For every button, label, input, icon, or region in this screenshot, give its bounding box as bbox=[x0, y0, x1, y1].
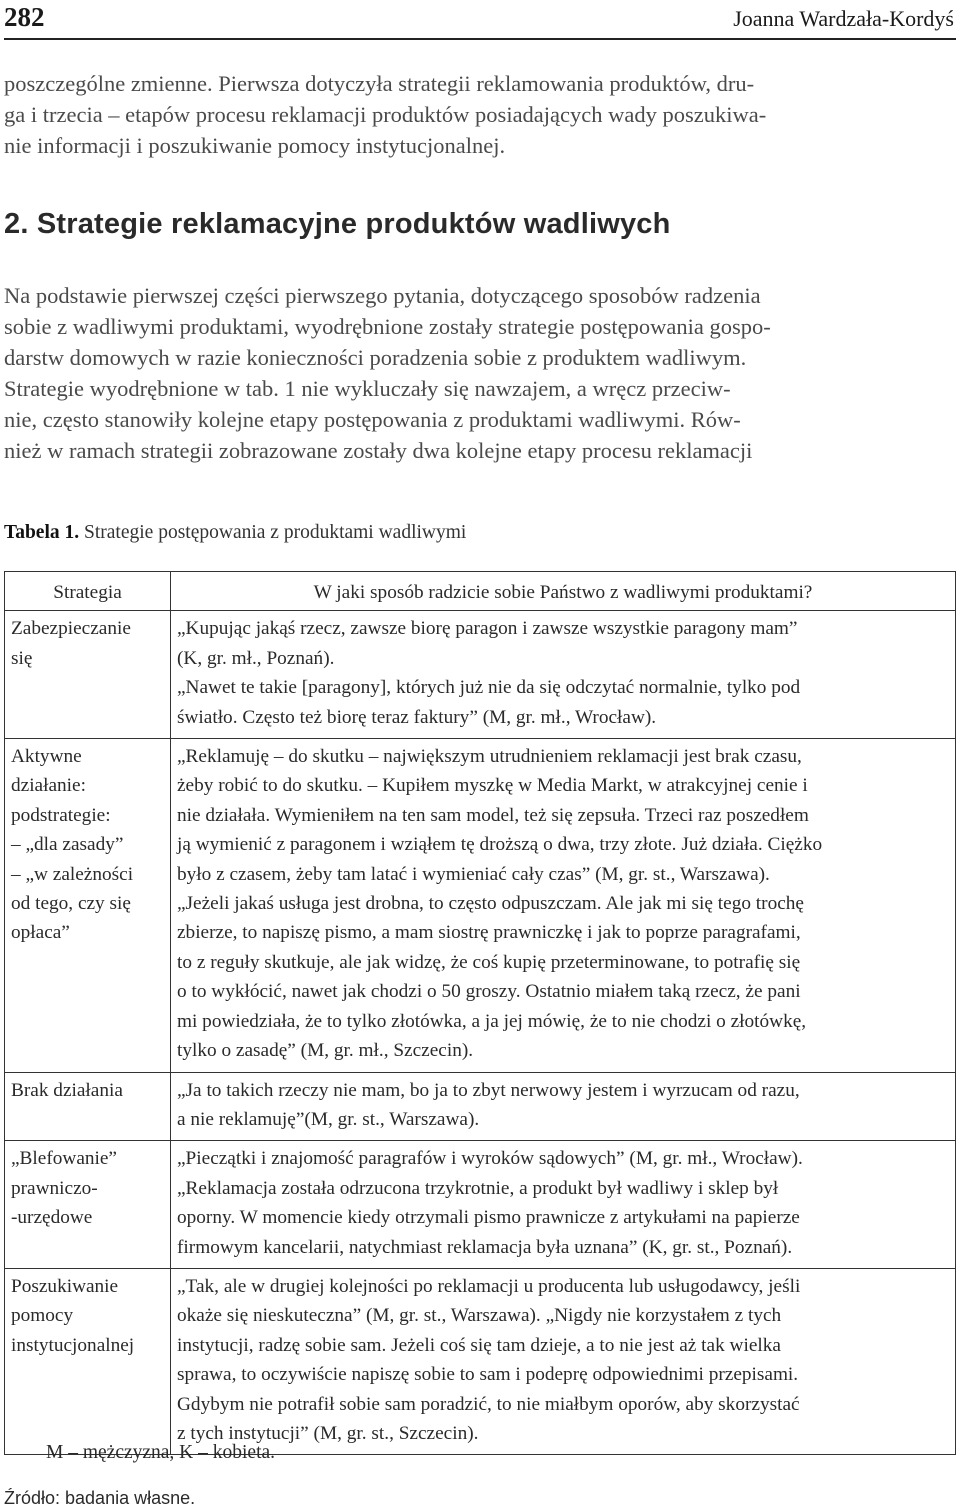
strategy-line: prawniczo- bbox=[11, 1177, 98, 1199]
quote-line: „Tak, ale w drugiej kolejności po reklamacji u producenta lub usługodawcy, jeśli bbox=[177, 1275, 801, 1297]
quote-line: firmowym kancelarii, natychmiast reklamacja była uznana” (K, gr. st., Poznań). bbox=[177, 1236, 793, 1258]
text-line: sobie z wadliwymi produktami, wyodrębnione zostały strategie postępowania gospo- bbox=[4, 314, 771, 339]
quote-line: było z czasem, żeby tam latać i wymieniać cały czas” (M, gr. st., Warszawa). bbox=[177, 863, 770, 885]
quote-cell bbox=[171, 1072, 956, 1141]
strategy-line: Poszukiwanie bbox=[11, 1275, 119, 1297]
quote-line: (K, gr. mł., Poznań). bbox=[177, 647, 335, 669]
table-caption bbox=[4, 522, 466, 544]
quote-cell bbox=[171, 1268, 956, 1454]
strategies-table bbox=[4, 571, 956, 1455]
quote-line: okaże się nieskuteczna” (M, gr. st., Warszawa). „Nigdy nie korzystałem z tych bbox=[177, 1305, 782, 1327]
text-line: ga i trzecia – etapów procesu reklamacji produktów posiadających wady poszukiwa- bbox=[4, 102, 767, 127]
quote-cell bbox=[171, 1141, 956, 1269]
quote-line: nie działała. Wymieniłem na ten sam model, też się zepsuła. Trzeci raz poszedłem bbox=[177, 804, 809, 826]
strategy-cell bbox=[5, 739, 171, 1072]
strategy-line: Brak działania bbox=[11, 1079, 123, 1101]
strategy-line: działanie: bbox=[11, 775, 86, 797]
table-row bbox=[5, 1072, 956, 1141]
quote-line: „Nawet te takie [paragony], których już nie da się odczytać normalnie, tylko pod bbox=[177, 677, 801, 699]
text-line: Na podstawie pierwszej części pierwszego pytania, dotyczącego sposobów radzenia bbox=[4, 283, 761, 308]
quote-line: Gdybym nie potrafił sobie sam poradzić, to nie miałbym oporów, aby skorzystać bbox=[177, 1393, 800, 1415]
strategy-cell bbox=[5, 1072, 171, 1141]
text-line: nie informacji i poszukiwanie pomocy instytucjonalnej. bbox=[4, 133, 506, 158]
strategy-cell bbox=[5, 611, 171, 739]
strategy-line: podstrategie: bbox=[11, 804, 111, 826]
quote-line: a nie reklamuję”(M, gr. st., Warszawa). bbox=[177, 1108, 480, 1130]
page-header bbox=[4, 0, 956, 40]
page-number: 282 bbox=[4, 2, 45, 32]
quote-line: „Kupując jakąś rzecz, zawsze biorę paragon i zawsze wszystkie paragony mam” bbox=[177, 618, 798, 640]
strategy-line: pomocy bbox=[11, 1305, 74, 1327]
quote-line: „Pieczątki i znajomość paragrafów i wyroków sądowych” (M, gr. mł., Wrocław). bbox=[177, 1148, 803, 1170]
quote-line: „Jeżeli jakaś usługa jest drobna, to często odpuszczam. Ale jak mi się tego trochę bbox=[177, 893, 804, 915]
text-line: darstw domowych w razie konieczności poradzenia sobie z produktem wadliwym. bbox=[4, 345, 747, 370]
quote-line: z tych instytucji” (M, gr. st., Szczecin). bbox=[177, 1422, 479, 1444]
text-line: poszczególne zmienne. Pierwsza dotyczyła strategii reklamowania produktów, dru- bbox=[4, 71, 755, 96]
quote-line: zbierze, to napiszę pismo, a mam siostrę prawniczkę i jak to poprze paragrafami, bbox=[177, 922, 801, 944]
body-paragraph bbox=[4, 280, 954, 466]
intro-paragraph bbox=[4, 68, 954, 161]
table-row bbox=[5, 1141, 956, 1269]
quote-line: „Reklamacja została odrzucona trzykrotnie, a produkt był wadliwy i sklep był bbox=[177, 1177, 779, 1199]
column-header-strategy: Strategia bbox=[5, 572, 171, 611]
quote-line: to z reguły skutkuje, ale jak widzę, że coś kupię przeterminowane, to potrafię się bbox=[177, 951, 801, 973]
quote-line: światło. Często też biorę teraz faktury” (M, gr. mł., Wrocław). bbox=[177, 706, 657, 728]
table-caption-text: Strategie postępowania z produktami wadliwymi bbox=[79, 522, 467, 543]
strategy-line: – „w zależności bbox=[11, 863, 134, 885]
quote-line: żeby robić to do skutku. – Kupiłem myszkę w Media Markt, w atrakcyjnej cenie i bbox=[177, 775, 808, 797]
strategy-line: Zabezpieczanie bbox=[11, 618, 131, 640]
quote-line: instytucji, radzę sobie sam. Jeżeli coś się tam dzieje, a to nie jest aż tak wielka bbox=[177, 1334, 781, 1356]
strategy-line: instytucjonalnej bbox=[11, 1334, 135, 1356]
text-line: Strategie wyodrębnione w tab. 1 nie wykluczały się nawzajem, a wręcz przeciw- bbox=[4, 376, 731, 401]
table-body bbox=[5, 611, 956, 1455]
strategy-line: opłaca” bbox=[11, 922, 70, 944]
table-caption-label: Tabela 1. bbox=[4, 522, 80, 543]
table-row bbox=[5, 611, 956, 739]
column-header-question: W jaki sposób radzicie sobie Państwo z wadliwymi produktami? bbox=[171, 572, 956, 611]
table-footnote: M – mężczyzna, K – kobieta. bbox=[46, 1442, 276, 1463]
quote-cell bbox=[171, 611, 956, 739]
running-head-author: Joanna Wardzała-Kordyś bbox=[733, 6, 954, 31]
strategy-cell bbox=[5, 1141, 171, 1269]
quote-line: oporny. W momencie kiedy otrzymali pismo prawnicze z artykułami na papierze bbox=[177, 1207, 800, 1229]
text-line: nie, często stanowiły kolejne etapy postępowania z produktami wadliwymi. Rów- bbox=[4, 407, 741, 432]
quote-line: mi powiedziała, że to tylko złotówka, a ja jej mówię, że to nie chodzi o złotówkę, bbox=[177, 1010, 807, 1032]
text-line: nież w ramach strategii zobrazowane zostały dwa kolejne etapy procesu reklamacji bbox=[4, 438, 753, 463]
table-row bbox=[5, 739, 956, 1072]
table-source: Źródło: badania własne. bbox=[4, 1488, 196, 1508]
quote-line: „Ja to takich rzeczy nie mam, bo ja to zbyt nerwowy jestem i wyrzucam od razu, bbox=[177, 1079, 800, 1101]
table-header-row bbox=[5, 572, 956, 611]
strategy-cell bbox=[5, 1268, 171, 1454]
strategy-line: „Blefowanie” bbox=[11, 1148, 117, 1170]
section-heading: 2. Strategie reklamacyjne produktów wadliwych bbox=[4, 208, 671, 240]
table-row bbox=[5, 1268, 956, 1454]
strategy-line: Aktywne bbox=[11, 746, 82, 768]
quote-cell bbox=[171, 739, 956, 1072]
strategy-line: się bbox=[11, 647, 33, 669]
quote-line: ją wymienić z paragonem i wziąłem tę droższą o dwa, trzy złote. Już działa. Ciężko bbox=[177, 834, 823, 856]
strategy-line: -urzędowe bbox=[11, 1207, 93, 1229]
strategy-line: od tego, czy się bbox=[11, 893, 131, 915]
quote-line: sprawa, to oczywiście napiszę sobie to sam i podeprę odpowiednimi przepisami. bbox=[177, 1364, 799, 1386]
quote-line: tylko o zasadę” (M, gr. mł., Szczecin). bbox=[177, 1040, 474, 1062]
quote-line: o to wykłócić, nawet jak chodzi o 50 groszy. Ostatnio miałem taką rzecz, że pani bbox=[177, 981, 801, 1003]
quote-line: „Reklamuję – do skutku – największym utrudnieniem reklamacji jest brak czasu, bbox=[177, 746, 802, 768]
strategy-line: – „dla zasady” bbox=[11, 834, 124, 856]
